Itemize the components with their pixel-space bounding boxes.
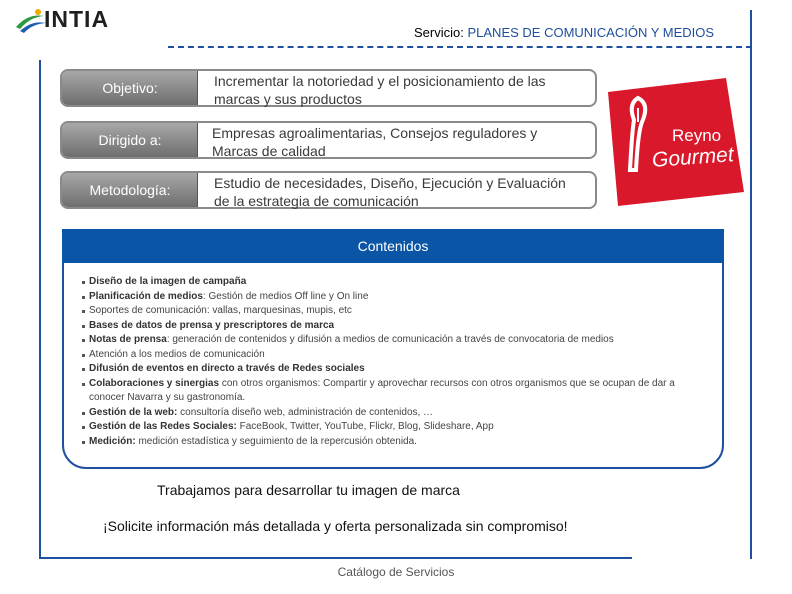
- contents-item: [82, 435, 712, 450]
- contents-item-heading: Bases de datos de prensa y prescriptores de marca: [89, 319, 335, 331]
- contents-item: [82, 348, 712, 363]
- audience-label: Dirigido a:: [62, 123, 198, 157]
- tagline: Trabajamos para desarrollar tu imagen de marca: [157, 482, 460, 498]
- objective-text: [214, 72, 587, 108]
- methodology-text-line-1: Estudio de necesidades, Diseño, Ejecución y Evaluación: [214, 175, 566, 191]
- contents-item-text: consultoría diseño web, administración de contenidos, …: [177, 406, 434, 418]
- audience-text-line-2: Marcas de calidad: [212, 143, 326, 159]
- contents-item: [82, 406, 712, 421]
- frame-right-border: [750, 10, 752, 559]
- contents-item-heading: Difusión de eventos en directo a través de Redes sociales: [89, 363, 365, 374]
- methodology-label: Metodología:: [62, 173, 198, 207]
- contents-item: [82, 275, 712, 290]
- gourmet-text: Gourmet: [651, 143, 735, 172]
- audience-row: [60, 121, 597, 159]
- contents-item-heading: Planificación de medios: [89, 290, 203, 302]
- contents-item-text: con otros organismos: Compartir y aprovechar recursos con otros organismos que se ocupan de dar a conocer Navarra y su gastronomía.: [89, 377, 675, 403]
- service-label: Servicio:: [414, 25, 464, 40]
- contents-header: Contenidos: [62, 229, 724, 263]
- contents-item-text: FaceBook, Twitter, YouTube, Flickr, Blog, Slideshare, App: [236, 421, 494, 432]
- contents-item: [82, 420, 712, 435]
- reyno-text: Reyno: [672, 126, 722, 145]
- contents-item: [82, 377, 712, 406]
- header-divider: [168, 46, 752, 48]
- contents-item-text: Soportes de comunicación: vallas, marquesinas, mupis, etc: [89, 305, 352, 316]
- audience-text-line-1: Empresas agroalimentarias, Consejos reguladores y: [212, 125, 538, 141]
- audience-text: [212, 124, 587, 160]
- contents-item-text: Atención a los medios de comunicación: [89, 348, 265, 360]
- contents-item: [82, 333, 712, 348]
- contents-item-heading: Gestión de las Redes Sociales:: [89, 421, 237, 432]
- methodology-row: [60, 171, 597, 209]
- objective-row: [60, 69, 597, 107]
- contents-item: [82, 290, 712, 305]
- contents-item-heading: Medición:: [89, 435, 136, 447]
- call-to-action: ¡Solicite información más detallada y oferta personalizada sin compromiso!: [103, 518, 568, 534]
- contents-item: [82, 362, 712, 377]
- contents-item: [82, 304, 712, 319]
- methodology-text-line-2: de la estrategia de comunicación: [214, 193, 419, 209]
- contents-item-text: medición estadística y seguimiento de la repercusión obtenida.: [135, 435, 417, 447]
- contents-item-text: : generación de contenidos y difusión a medios de comunicación a través de convocatoria de medios: [166, 334, 614, 345]
- objective-text-line-1: Incrementar la notoriedad y el posicionamiento de las: [214, 73, 546, 89]
- brand-name: INTIA: [44, 6, 110, 32]
- contents-item-heading: Notas de prensa: [89, 334, 167, 345]
- objective-text-line-2: marcas y sus productos: [214, 91, 362, 107]
- contents-item-text: : Gestión de medios Off line y On line: [202, 290, 369, 302]
- contents-list: [82, 275, 712, 449]
- contents-item: [82, 319, 712, 334]
- service-value: PLANES DE COMUNICACIÓN Y MEDIOS: [467, 25, 715, 40]
- footer-caption: Catálogo de Servicios: [337, 565, 455, 579]
- contents-item-heading: Colaboraciones y sinergias: [89, 377, 220, 389]
- contents-item-heading: Gestión de la web:: [89, 406, 178, 418]
- contents-item-heading: Diseño de la imagen de campaña: [89, 276, 247, 287]
- frame-corner-gap: [632, 498, 750, 564]
- objective-label: Objetivo:: [62, 71, 198, 105]
- service-title: [414, 25, 714, 40]
- frame-left-border: [39, 60, 41, 559]
- methodology-text: [214, 174, 587, 210]
